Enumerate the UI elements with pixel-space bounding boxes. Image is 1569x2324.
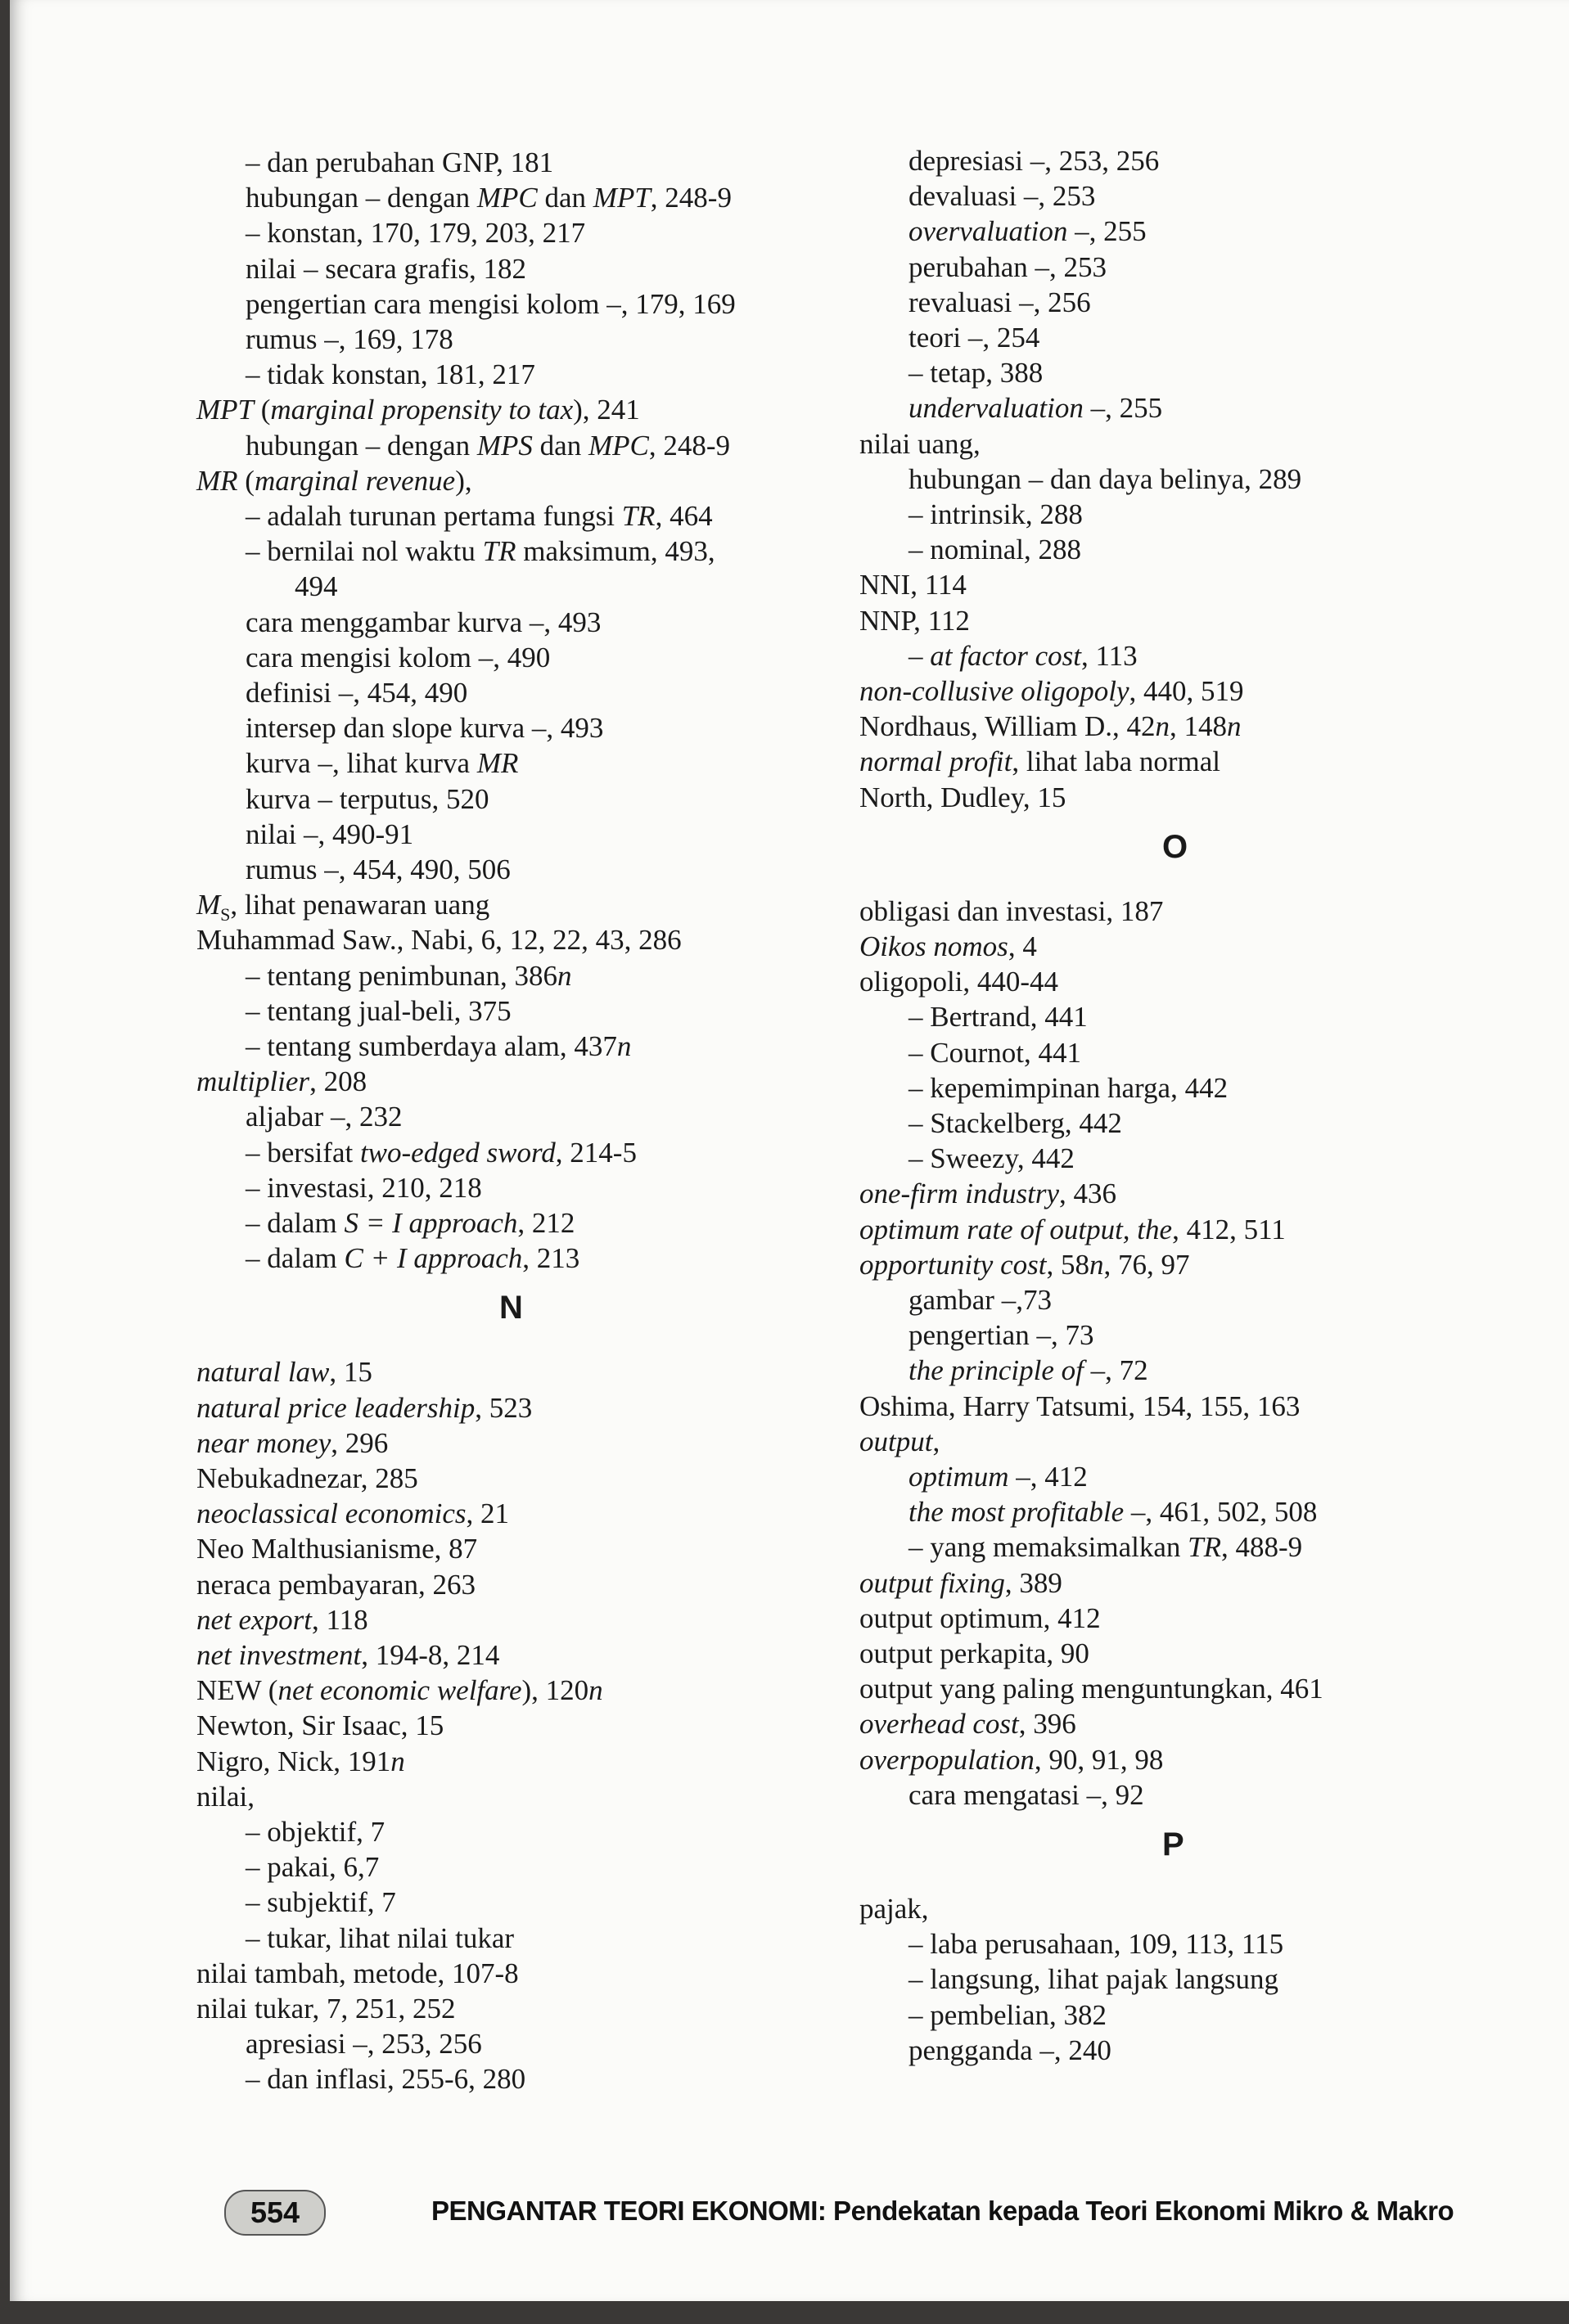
entry-text: output yang paling menguntungkan, 461 xyxy=(859,1673,1323,1705)
entry-text: NNP, 112 xyxy=(859,604,970,637)
index-entry xyxy=(196,1171,482,1205)
index-entry xyxy=(859,1036,1081,1070)
index-entry xyxy=(196,216,585,250)
entry-text: –, 72 xyxy=(1083,1354,1148,1387)
index-entry xyxy=(859,1672,1323,1706)
index-entry xyxy=(196,358,535,392)
entry-text: – Stackelberg, 442 xyxy=(908,1107,1122,1139)
entry-text: Neo Malthusianisme, 87 xyxy=(196,1533,478,1565)
index-entry xyxy=(859,1495,1317,1529)
section-letter-n: N xyxy=(499,1290,523,1326)
index-entry xyxy=(196,429,730,463)
entry-text: , 440, 519 xyxy=(1129,675,1244,707)
entry-text: pengertian cara mengisi kolom –, 179, 169 xyxy=(246,287,736,320)
index-entry xyxy=(196,1638,499,1673)
entry-text: – xyxy=(908,639,931,672)
entry-text: , 212 xyxy=(517,1207,575,1239)
index-entry xyxy=(196,1885,396,1920)
entry-text: , 113 xyxy=(1080,639,1138,672)
index-entry xyxy=(196,1241,579,1276)
index-entry xyxy=(196,1568,476,1602)
entry-text: near money xyxy=(196,1426,331,1459)
entry-text: – intrinsik, 288 xyxy=(908,498,1083,530)
index-entry xyxy=(196,746,518,781)
index-entry xyxy=(196,1532,477,1566)
entry-text: nilai – secara grafis, 182 xyxy=(246,252,527,285)
entry-text: neraca pembayaran, 263 xyxy=(196,1568,476,1601)
entry-text: – adalah turunan pertama fungsi xyxy=(246,500,622,532)
index-entry xyxy=(859,1998,1107,2033)
entry-text: –, 412 xyxy=(1008,1461,1088,1493)
entry-text: –, 255 xyxy=(1067,215,1147,248)
entry-text: devaluasi –, 253 xyxy=(908,180,1096,213)
index-entry xyxy=(196,181,732,215)
index-entry xyxy=(196,641,550,675)
entry-text: – Cournot, 441 xyxy=(908,1036,1081,1069)
entry-text: , 118 xyxy=(311,1603,368,1636)
entry-text: NNI, 114 xyxy=(859,569,967,601)
entry-text: ), xyxy=(455,464,472,497)
index-entry xyxy=(859,1071,1228,1106)
entry-text: , 76, 97 xyxy=(1103,1248,1190,1281)
entry-text: one-firm industry xyxy=(859,1178,1060,1210)
entry-text: intersep dan slope kurva –, 493 xyxy=(246,712,604,745)
entry-text: gambar –,73 xyxy=(908,1284,1052,1316)
entry-text: MPC xyxy=(588,429,649,462)
index-entry xyxy=(196,817,413,852)
entry-text: apresiasi –, 253, 256 xyxy=(246,2028,482,2061)
entry-text: nilai tambah, metode, 107-8 xyxy=(196,1957,519,1989)
entry-text: overhead cost xyxy=(859,1708,1019,1741)
entry-text: net export xyxy=(196,1603,312,1636)
index-entry xyxy=(859,604,970,638)
index-entry xyxy=(859,1318,1093,1353)
index-entry xyxy=(859,462,1301,497)
entry-text: the principle of xyxy=(908,1354,1084,1387)
entry-text: aljabar –, 232 xyxy=(246,1101,403,1133)
entry-text: n xyxy=(390,1745,405,1777)
entry-text: Muhammad Saw., Nabi, 6, 12, 22, 43, 286 xyxy=(196,924,682,957)
index-entry xyxy=(859,533,1081,567)
index-entry xyxy=(859,214,1147,249)
index-entry xyxy=(859,1389,1300,1424)
entry-text: cara menggambar kurva –, 493 xyxy=(246,606,602,638)
index-entry xyxy=(196,1780,255,1814)
section-letter-p: P xyxy=(1162,1826,1184,1862)
index-entry xyxy=(196,1921,514,1956)
entry-text: , 4 xyxy=(1008,930,1037,962)
index-entry xyxy=(859,1213,1286,1247)
entry-text: overpopulation xyxy=(859,1743,1035,1776)
entry-text: – tentang jual-beli, 375 xyxy=(246,994,512,1027)
entry-text: normal profit xyxy=(859,745,1012,778)
index-entry xyxy=(859,427,981,462)
entry-text: marginal propensity to tax xyxy=(270,394,574,426)
entry-text: , 412, 511 xyxy=(1172,1213,1286,1245)
entry-text: – tentang penimbunan, 386 xyxy=(246,959,558,992)
entry-text: – dan inflasi, 255-6, 280 xyxy=(246,2063,526,2096)
entry-text: NEW ( xyxy=(196,1674,278,1707)
entry-text: , 58 xyxy=(1046,1248,1089,1281)
entry-text: , 464 xyxy=(655,500,713,532)
index-entry xyxy=(859,1530,1302,1565)
entry-text: S xyxy=(220,904,231,926)
entry-text: n xyxy=(588,1674,603,1707)
entry-text: output xyxy=(859,1425,933,1457)
index-entry xyxy=(196,1029,631,1064)
entry-text: nilai –, 490-91 xyxy=(246,817,414,850)
index-entry xyxy=(196,1065,367,1099)
index-entry xyxy=(196,499,713,534)
entry-text: dan xyxy=(537,182,593,214)
entry-text: –, 461, 502, 508 xyxy=(1124,1496,1318,1529)
entry-text: depresiasi –, 253, 256 xyxy=(908,145,1160,177)
entry-text: dan xyxy=(532,429,588,462)
entry-text: – tetap, 388 xyxy=(908,357,1044,390)
index-entry xyxy=(196,1815,385,1849)
entry-text: n xyxy=(557,959,572,992)
index-entry xyxy=(196,1355,372,1389)
index-entry xyxy=(196,676,467,710)
index-entry xyxy=(196,2027,482,2061)
entry-text: – tukar, lihat nilai tukar xyxy=(246,1921,515,1954)
entry-text: – laba perusahaan, 109, 113, 115 xyxy=(908,1928,1284,1961)
index-entry xyxy=(196,782,489,817)
entry-text: MPS xyxy=(476,429,533,462)
index-entry xyxy=(859,930,1037,964)
entry-text: , lihat penawaran uang xyxy=(230,889,490,921)
entry-text: , 148 xyxy=(1170,710,1228,743)
entry-text: perubahan –, 253 xyxy=(908,250,1107,283)
index-entry xyxy=(859,1637,1089,1671)
index-entry xyxy=(859,286,1091,320)
entry-text: 494 xyxy=(295,570,338,603)
entry-text: – tidak konstan, 181, 217 xyxy=(246,358,535,391)
entry-text: ( xyxy=(254,394,271,426)
entry-text: opportunity cost xyxy=(859,1248,1047,1281)
index-entry xyxy=(196,606,601,640)
entry-text: cara mengatasi –, 92 xyxy=(908,1778,1144,1811)
entry-text: , 213 xyxy=(522,1242,580,1275)
entry-text: hubungan – dengan xyxy=(246,429,477,462)
entry-text: – pakai, 6,7 xyxy=(246,1851,380,1884)
entry-text: rumus –, 169, 178 xyxy=(246,323,453,355)
index-entry xyxy=(196,1992,455,2026)
entry-text: , 15 xyxy=(329,1356,372,1389)
entry-text: , lihat laba normal xyxy=(1012,745,1221,778)
entry-text: kurva –, lihat kurva xyxy=(246,747,477,780)
entry-text: , 248-9 xyxy=(648,429,730,462)
entry-text: – dan perubahan GNP, 181 xyxy=(246,146,554,178)
index-entry xyxy=(196,252,526,286)
entry-text: nilai uang, xyxy=(859,427,981,460)
entry-text: output perkapita, 90 xyxy=(859,1637,1089,1669)
entry-text: , 436 xyxy=(1059,1178,1117,1210)
index-entry xyxy=(859,498,1083,532)
entry-text: MPT xyxy=(196,394,254,426)
index-entry xyxy=(196,1206,575,1241)
index-entry xyxy=(196,1709,444,1743)
index-entry xyxy=(196,1462,418,1496)
index-entry xyxy=(196,1603,368,1637)
page-number-badge: 554 xyxy=(224,2190,326,2236)
index-entry xyxy=(196,1497,509,1531)
entry-text: MR xyxy=(476,747,519,780)
entry-text: – tentang sumberdaya alam, 437 xyxy=(246,1030,617,1062)
entry-text: – yang memaksimalkan xyxy=(908,1531,1188,1564)
entry-text: – nominal, 288 xyxy=(908,534,1081,566)
index-entry xyxy=(196,1745,405,1779)
entry-text: , 248-9 xyxy=(650,182,732,214)
index-entry xyxy=(859,1248,1189,1282)
index-entry xyxy=(196,1426,388,1461)
index-entry xyxy=(859,1177,1116,1211)
entry-text: non-collusive oligopoly xyxy=(859,675,1129,707)
entry-text: n xyxy=(1089,1248,1104,1281)
entry-text: MR xyxy=(196,464,238,497)
entry-text: , 208 xyxy=(309,1065,367,1098)
index-entry xyxy=(196,570,338,604)
index-entry xyxy=(859,1927,1283,1961)
entry-text: , 389 xyxy=(1004,1566,1062,1599)
entry-text: output fixing xyxy=(859,1566,1005,1599)
entry-text: , 523 xyxy=(475,1391,533,1424)
index-entry xyxy=(859,250,1107,285)
index-entry xyxy=(859,1353,1148,1388)
index-entry xyxy=(859,179,1095,214)
index-entry xyxy=(859,709,1242,744)
entry-text: – kepemimpinan harga, 442 xyxy=(908,1071,1229,1104)
entry-text: TR xyxy=(482,535,516,568)
index-entry xyxy=(859,144,1159,178)
entry-text: the most profitable xyxy=(908,1496,1125,1529)
entry-text: – subjektif, 7 xyxy=(246,1886,396,1919)
entry-text: revaluasi –, 256 xyxy=(908,286,1091,318)
section-letter-o: O xyxy=(1162,828,1188,865)
entry-text: undervaluation xyxy=(908,392,1084,425)
entry-text: nilai, xyxy=(196,1780,255,1813)
index-entry xyxy=(196,322,453,357)
index-entry xyxy=(859,639,1138,673)
entry-text: oligopoli, 440-44 xyxy=(859,966,1059,998)
index-entry xyxy=(196,853,511,887)
entry-text: net economic welfare xyxy=(277,1674,522,1707)
index-entry xyxy=(196,534,715,569)
entry-text: teori –, 254 xyxy=(908,322,1040,354)
index-entry xyxy=(196,146,553,180)
index-entry xyxy=(859,1566,1062,1601)
entry-text: S = I approach xyxy=(344,1207,518,1239)
index-page xyxy=(10,0,1569,2301)
entry-text: Newton, Sir Isaac, 15 xyxy=(196,1709,444,1742)
entry-text: TR xyxy=(1188,1531,1222,1564)
entry-text: output optimum, 412 xyxy=(859,1601,1101,1634)
index-entry xyxy=(859,1142,1075,1176)
index-entry xyxy=(859,1892,929,1926)
running-footer-title: PENGANTAR TEORI EKONOMI: Pendekatan kepada Teori Ekonomi Mikro & Makro xyxy=(431,2196,1454,2226)
index-entry xyxy=(859,745,1220,779)
entry-text: overvaluation xyxy=(908,215,1068,248)
index-entry xyxy=(196,393,640,427)
entry-text: neoclassical economics xyxy=(196,1498,467,1530)
entry-text: M xyxy=(196,889,221,921)
entry-text: , 296 xyxy=(331,1426,389,1459)
entry-text: , 194-8, 214 xyxy=(361,1639,500,1671)
entry-text: – Bertrand, 441 xyxy=(908,1001,1088,1034)
entry-text: natural price leadership xyxy=(196,1391,476,1424)
entry-text: cara mengisi kolom –, 490 xyxy=(246,641,551,673)
entry-text: – dalam xyxy=(246,1207,345,1239)
index-entry xyxy=(859,894,1163,929)
index-entry xyxy=(859,1460,1088,1494)
entry-text: North, Dudley, 15 xyxy=(859,781,1066,813)
entry-text: – objektif, 7 xyxy=(246,1816,385,1848)
entry-text: , 396 xyxy=(1018,1708,1076,1741)
index-entry xyxy=(859,781,1066,815)
entry-text: MPT xyxy=(593,182,651,214)
entry-text: ), 120 xyxy=(521,1674,589,1707)
entry-text: at factor cost xyxy=(930,639,1081,672)
index-entry xyxy=(196,1391,532,1425)
entry-text: net investment xyxy=(196,1639,362,1671)
index-entry xyxy=(859,674,1244,709)
entry-text: ), 241 xyxy=(573,394,640,426)
index-entry xyxy=(196,1100,402,1134)
index-entry xyxy=(196,923,682,957)
entry-text: ( xyxy=(237,464,255,497)
entry-text: Oshima, Harry Tatsumi, 154, 155, 163 xyxy=(859,1389,1301,1422)
entry-text: rumus –, 454, 490, 506 xyxy=(246,853,511,885)
index-entry xyxy=(859,1425,940,1459)
entry-text: – bernilai nol waktu xyxy=(246,535,483,568)
index-entry xyxy=(196,711,603,745)
entry-text: pajak, xyxy=(859,1893,929,1925)
index-entry xyxy=(196,2062,525,2097)
index-entry xyxy=(859,1601,1101,1636)
index-entry xyxy=(859,1743,1163,1777)
index-entry xyxy=(859,2034,1111,2068)
index-entry xyxy=(859,1778,1144,1813)
entry-text: –, 255 xyxy=(1083,392,1163,425)
entry-text: Nordhaus, William D., 42 xyxy=(859,710,1156,743)
index-entry xyxy=(859,321,1039,355)
entry-text: – konstan, 170, 179, 203, 217 xyxy=(246,217,586,250)
entry-text: n xyxy=(1227,710,1242,743)
index-entry xyxy=(196,1850,379,1885)
index-entry xyxy=(196,464,472,498)
entry-text: – investasi, 210, 218 xyxy=(246,1171,482,1204)
entry-text: , 21 xyxy=(466,1498,509,1530)
entry-text: pengganda –, 240 xyxy=(908,2034,1111,2066)
entry-text: , xyxy=(932,1425,940,1457)
entry-text: C + I approach xyxy=(344,1242,523,1275)
entry-text: natural law xyxy=(196,1356,330,1389)
index-entry xyxy=(196,1136,637,1170)
index-entry xyxy=(196,287,736,322)
entry-text: two-edged sword xyxy=(359,1136,556,1169)
index-entry xyxy=(859,1106,1122,1141)
index-entry xyxy=(196,959,572,993)
entry-text: pengertian –, 73 xyxy=(908,1319,1094,1352)
entry-text: Nebukadnezar, 285 xyxy=(196,1462,418,1494)
entry-text: , 488-9 xyxy=(1221,1531,1303,1564)
entry-text: optimum rate of output, the xyxy=(859,1213,1173,1245)
entry-text: TR xyxy=(621,500,656,532)
index-entry xyxy=(859,1707,1076,1741)
index-entry xyxy=(859,1283,1052,1317)
entry-text: maksimum, 493, xyxy=(516,535,715,568)
entry-text: – bersifat xyxy=(246,1136,360,1169)
index-entry xyxy=(196,994,512,1029)
index-entry xyxy=(859,1000,1088,1034)
index-entry xyxy=(859,1962,1278,1997)
index-entry xyxy=(859,965,1058,999)
entry-text: obligasi dan investasi, 187 xyxy=(859,894,1164,927)
index-entry xyxy=(859,568,967,602)
index-entry xyxy=(196,1673,603,1708)
entry-text: multiplier xyxy=(196,1065,310,1098)
entry-text: , 90, 91, 98 xyxy=(1034,1743,1164,1776)
entry-text: – Sweezy, 442 xyxy=(908,1142,1075,1175)
entry-text: Oikos nomos xyxy=(859,930,1008,962)
index-entry xyxy=(859,391,1162,426)
entry-text: nilai tukar, 7, 251, 252 xyxy=(196,1993,456,2024)
entry-text: Nigro, Nick, 191 xyxy=(196,1745,391,1777)
index-entry xyxy=(859,356,1043,390)
entry-text: hubungan – dan daya belinya, 289 xyxy=(908,462,1302,495)
entry-text: – langsung, lihat pajak langsung xyxy=(908,1963,1279,1996)
entry-text: – pembelian, 382 xyxy=(908,1998,1107,2031)
entry-text: , 214-5 xyxy=(555,1136,637,1169)
entry-text: MPC xyxy=(476,182,538,214)
entry-text: marginal revenue xyxy=(254,464,456,497)
entry-text: optimum xyxy=(908,1461,1009,1493)
entry-text: n xyxy=(616,1030,632,1062)
index-entry xyxy=(196,1957,519,1991)
entry-text: hubungan – dengan xyxy=(246,182,477,214)
entry-text: kurva – terputus, 520 xyxy=(246,782,489,815)
entry-text: definisi –, 454, 490 xyxy=(246,677,468,709)
entry-text: n xyxy=(1155,710,1170,743)
entry-text: – dalam xyxy=(246,1242,345,1275)
